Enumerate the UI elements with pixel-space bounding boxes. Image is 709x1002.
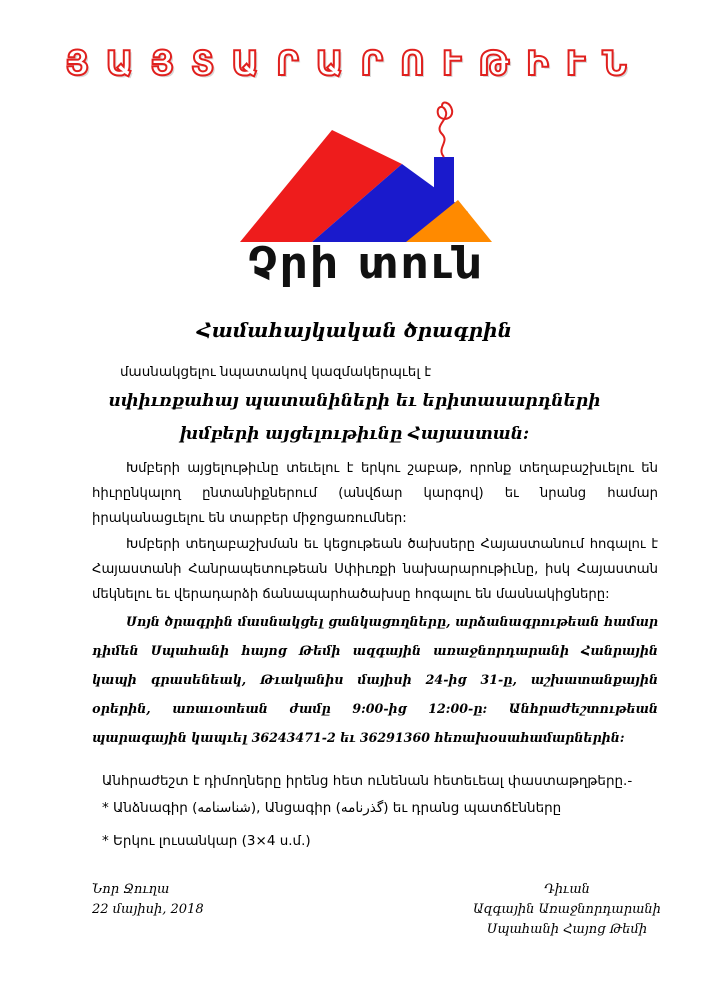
logo-text: Չրի տուն (247, 238, 485, 289)
date: 22 մայիսի, 2018 (92, 902, 204, 917)
announcement-header (0, 44, 709, 84)
intro-text: մասնակցելու նպատակով կազմակերպւել է (120, 364, 432, 380)
requirements-intro: Անհրաժեշտ է դիմողները իրենց հետ ունենան հետեւեալ փաստաթղթերը.- (102, 773, 633, 789)
signature-line: Դիւան (544, 882, 590, 897)
logo-chimney (434, 157, 454, 203)
paragraph-expenses: Խմբերի տեղաբաշխման եւ կեցութեան ծախսերը Հայաստանում հոգալու է Հայաստանի Հանրապետութեան Սփիւռքի նախարարութիւնը, իսկ Հայաստան մեկնելու եւ վերադարձի ճանապարհածախսը հոգալու են մասնակիցները: (92, 537, 658, 602)
paragraph-registration: Սոյն ծրագրին մասնակցել ցանկացողները, արձանագրութեան համար դիմեն Սպահանի հայոց Թեմի ազգային առաջնորդարանի Հանրային կապի գրասենեակ, Թւականիս մայիսի 24-ից 31-ը, աշխատանքային օրերին, առաւօտեան ժամը 9:00-ից 12:00-ը: Անհրաժեշտութեան պարագային կապւել 36243471-2 եւ 36291360 հեռախօսահամարներին: (92, 614, 658, 745)
paragraph-visit: Խմբերի այցելութիւնը տեւելու է երկու շաբաթ, որոնք տեղաբաշխւելու են հիւրընկալող ընտանիքներում (անվճար կարգով) եւ նրանց համար իրականացւելու են տարբեր միջոցառումներ: (92, 461, 658, 526)
headline-line-1: սփիւռքահայ պատանիների եւ երիտասարդների (108, 391, 601, 411)
requirement-item: * Երկու լուսանկար (3×4 ս.մ.) (102, 833, 311, 849)
announcement-title: ՅԱՅՏԱՐԱՐՈՒԹԻՒՆ (65, 44, 644, 84)
logo-smoke (438, 103, 453, 157)
signature-line: Ազգային Առաջնորդարանի (473, 902, 661, 917)
place-date (92, 880, 204, 920)
headline-line-2: խմբերի այցելութիւնը Հայաստան: (179, 424, 530, 444)
logo (236, 100, 496, 305)
signature-block (452, 880, 682, 940)
place: Նոր Ջուղա (92, 882, 170, 897)
program-title: Համահայկական ծրագրին (196, 318, 513, 342)
requirement-item: * Անձնագիր (شناسنامه), Անցագիր (گذرنامه) եւ դրանց պատճէնները (102, 800, 562, 816)
house-roof-icon (236, 100, 496, 250)
signature-line: Սպահանի Հայոց Թեմի (486, 922, 648, 937)
